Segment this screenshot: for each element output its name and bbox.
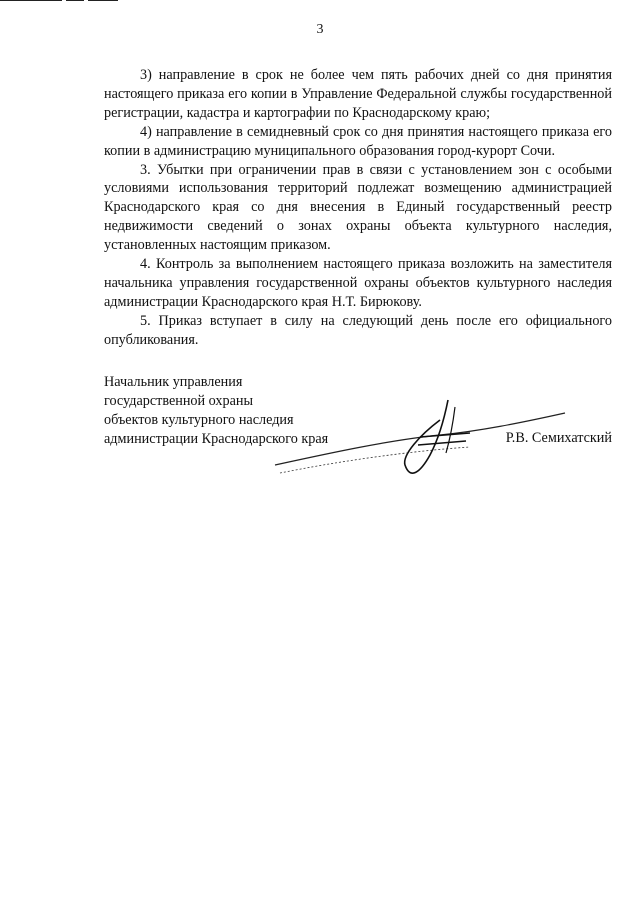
document-body	[104, 66, 612, 350]
signatory-name: Р.В. Семихатский	[505, 430, 612, 446]
signatory-title-line: Начальник управления	[104, 374, 243, 390]
paragraph-clause-3: 3. Убытки при ограничении прав в связи с установлением зон с особыми условиями использования территорий подлежат возмещению администрацией Краснодарского края со дня внесения в Единый государственный реестр недвижимости сведений о зонах охраны объекта культурного наследия, установленных настоящим приказом.	[104, 161, 612, 254]
paragraph-item-4: 4) направление в семидневный срок со дня принятия настоящего приказа его копии в администрацию муниципального образования город-курорт Сочи.	[104, 123, 612, 159]
paragraph-clause-4: 4. Контроль за выполнением настоящего приказа возложить на заместителя начальника управления государственной охраны объектов культурного наследия администрации Краснодарского края Н.Т. Бирюкову.	[104, 256, 612, 310]
paragraph-item-3: 3) направление в срок не более чем пять рабочих дней со дня принятия настоящего приказа его копии в Управление Федеральной службы государственной регистрации, кадастра и картографии по Краснодарскому краю;	[104, 67, 612, 121]
page-number: 3	[316, 22, 324, 37]
signatory-title-line: администрации Краснодарского края	[104, 430, 329, 447]
scan-edge-marks	[0, 0, 120, 3]
signatory-title-line: объектов культурного наследия	[104, 411, 294, 428]
signatory-title-line: государственной охраны	[104, 392, 254, 409]
paragraph-clause-5: 5. Приказ вступает в силу на следующий день после его официального опубликования.	[104, 312, 612, 348]
